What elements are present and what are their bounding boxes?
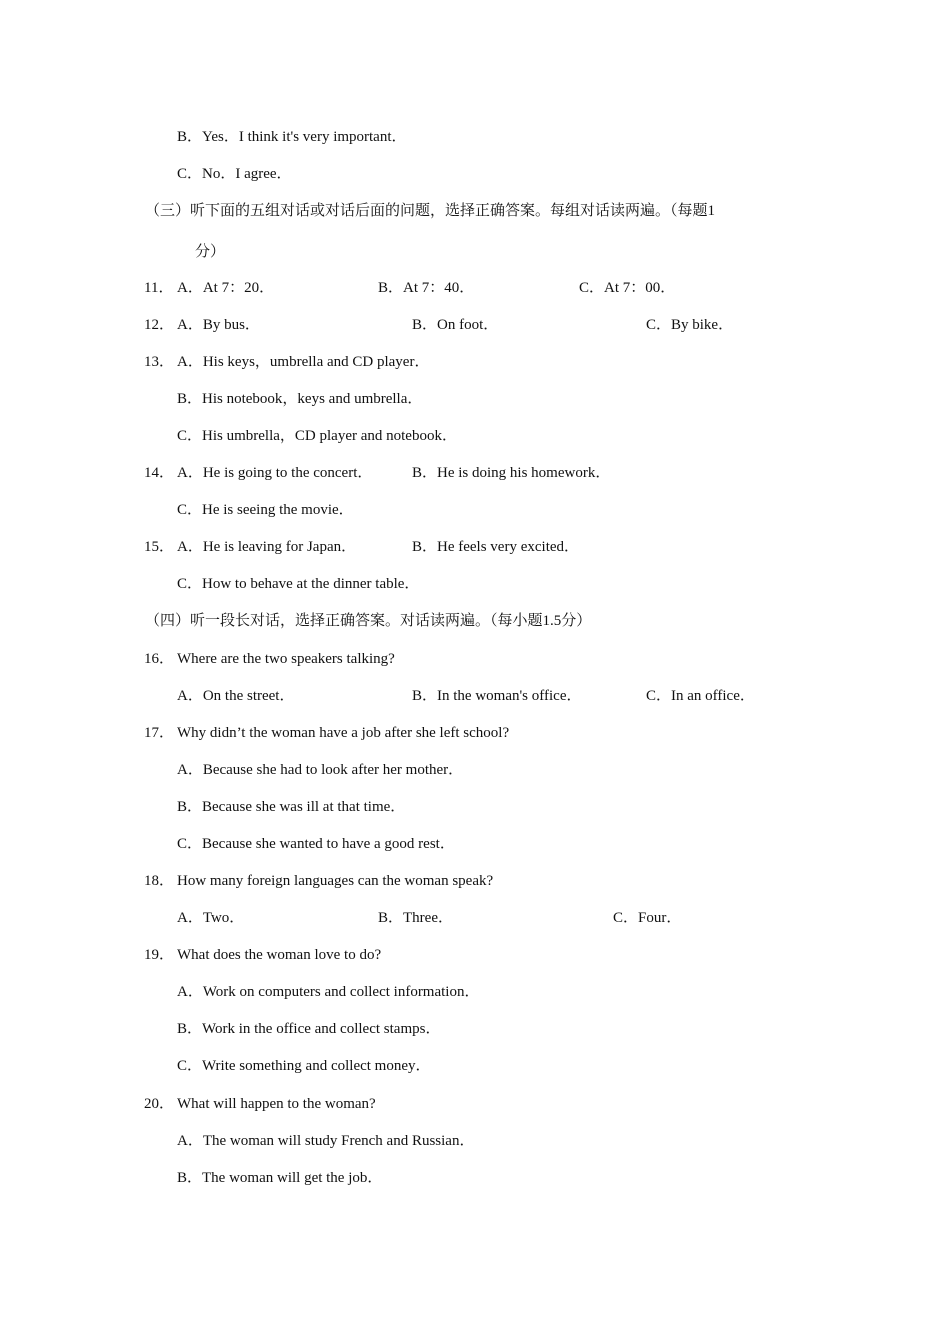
q18-option-a: A．Two． <box>177 910 245 926</box>
q19-question: What does the woman love to do? <box>177 947 382 963</box>
q15-option-a: A．He is leaving for Japan． <box>177 539 357 555</box>
q15-option-c: C．How to behave at the dinner table． <box>177 576 420 592</box>
question-number-18: 18． <box>144 873 175 889</box>
q13-option-c: C．His umbrella，CD player and notebook． <box>177 428 457 444</box>
q13-option-b: B．His notebook，keys and umbrella． <box>177 391 423 407</box>
question-number-19: 19． <box>144 947 175 963</box>
q17-question: Why didn’t the woman have a job after she left school? <box>177 725 510 741</box>
q17-option-b: B．Because she was ill at that time． <box>177 799 406 815</box>
q17-option-a: A．Because she had to look after her mother． <box>177 762 464 778</box>
section-4-heading: （四）听一段长对话，选择正确答案。对话读两遍。（每小题1.5分） <box>145 613 592 629</box>
q18-option-b: B．Three． <box>378 910 453 926</box>
q18-option-c: C．Four． <box>613 910 682 926</box>
question-number-17: 17． <box>144 725 175 741</box>
q16-question: Where are the two speakers talking? <box>177 651 395 667</box>
q11-option-b: B．At 7：40． <box>378 280 475 296</box>
q19-option-b: B．Work in the office and collect stamps． <box>177 1021 441 1037</box>
q13-option-a: A．His keys，umbrella and CD player． <box>177 354 430 370</box>
question-number-11: 11． <box>144 280 174 296</box>
q14-option-b: B．He is doing his homework． <box>412 465 611 481</box>
question-number-20: 20． <box>144 1096 175 1112</box>
q16-option-c: C．In an office． <box>646 688 755 704</box>
q14-option-c: C．He is seeing the movie． <box>177 502 354 518</box>
q16-option-b: B．In the woman's office． <box>412 688 582 704</box>
question-number-16: 16． <box>144 651 175 667</box>
q20-question: What will happen to the woman? <box>177 1096 376 1112</box>
q20-option-b: B．The woman will get the job． <box>177 1170 383 1186</box>
section-3-heading: （三）听下面的五组对话或对话后面的问题，选择正确答案。每组对话读两遍。（每题1 <box>145 203 716 219</box>
q18-question: How many foreign languages can the woman speak? <box>177 873 494 889</box>
section-3-heading-cont: 分） <box>195 244 226 260</box>
q16-option-a: A．On the street． <box>177 688 295 704</box>
q19-option-c: C．Write something and collect money． <box>177 1058 431 1074</box>
prev-question-option-c: C．No．I agree． <box>177 166 292 182</box>
prev-question-option-b: B．Yes．I think it's very important． <box>177 129 407 145</box>
question-number-15: 15． <box>144 539 175 555</box>
q20-option-a: A．The woman will study French and Russian． <box>177 1133 475 1149</box>
q12-option-b: B．On foot． <box>412 317 499 333</box>
q14-option-a: A．He is going to the concert． <box>177 465 373 481</box>
q11-option-a: A．At 7：20． <box>177 280 275 296</box>
q12-option-a: A．By bus． <box>177 317 260 333</box>
q12-option-c: C．By bike． <box>646 317 734 333</box>
question-number-12: 12． <box>144 317 175 333</box>
question-number-13: 13． <box>144 354 175 370</box>
q19-option-a: A．Work on computers and collect information． <box>177 984 480 1000</box>
q17-option-c: C．Because she wanted to have a good rest． <box>177 836 455 852</box>
q11-option-c: C．At 7：00． <box>579 280 676 296</box>
q15-option-b: B．He feels very excited． <box>412 539 580 555</box>
question-number-14: 14． <box>144 465 175 481</box>
